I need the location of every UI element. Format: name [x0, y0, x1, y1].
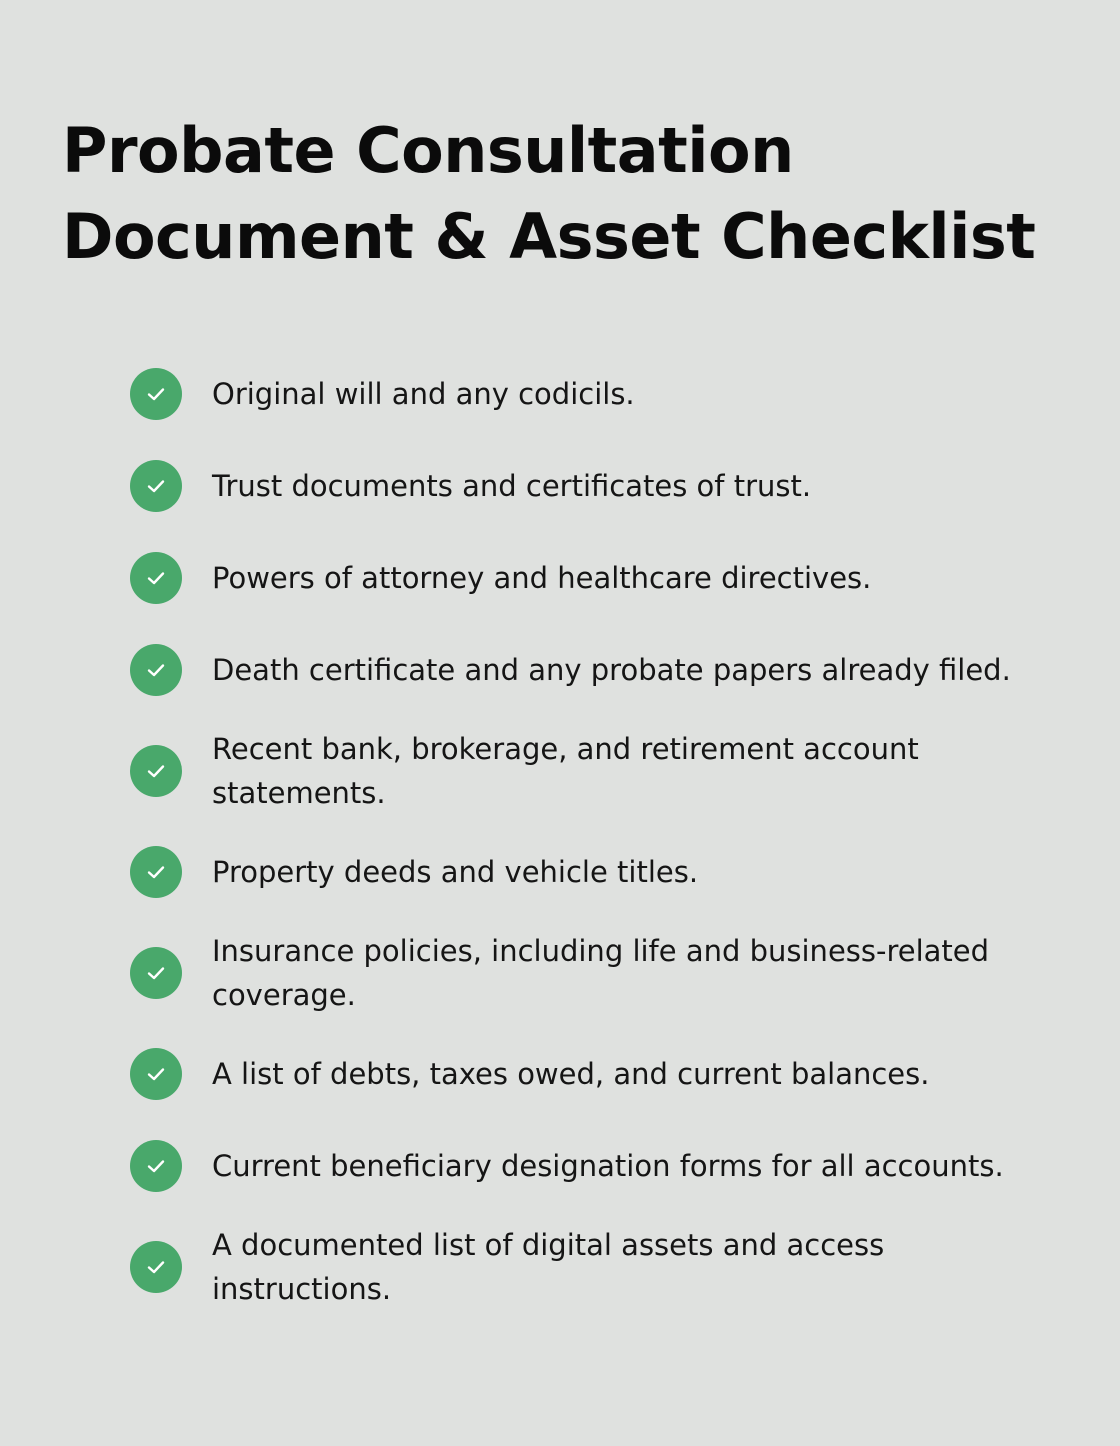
document-checklist	[130, 348, 1050, 1322]
check-circle-icon	[130, 1048, 182, 1100]
checklist-item-death-certificate	[130, 624, 1050, 716]
checklist-item-label: Original will and any codicils.	[212, 377, 635, 411]
check-circle-icon	[130, 1241, 182, 1293]
page-title-line-2: Document & Asset Checklist	[62, 200, 1036, 273]
checklist-item-powers-of-attorney	[130, 532, 1050, 624]
check-circle-icon	[130, 947, 182, 999]
check-circle-icon	[130, 460, 182, 512]
checklist-item-label: A documented list of digital assets and access instructions.	[212, 1228, 885, 1306]
check-circle-icon	[130, 846, 182, 898]
page-title	[62, 108, 1062, 280]
checklist-item-account-statements	[130, 707, 1050, 835]
checklist-item-beneficiary-forms	[130, 1120, 1050, 1212]
check-circle-icon	[130, 552, 182, 604]
checklist-item-label: A list of debts, taxes owed, and current balances.	[212, 1057, 930, 1091]
checklist-item-label: Death certificate and any probate papers already filed.	[212, 653, 1011, 687]
checklist-item-label: Current beneficiary designation forms for all accounts.	[212, 1149, 1004, 1183]
checklist-item-insurance-policies	[130, 909, 1050, 1037]
check-circle-icon	[130, 1140, 182, 1192]
checklist-item-label: Powers of attorney and healthcare directives.	[212, 561, 872, 595]
checklist-item-trust-documents	[130, 440, 1050, 532]
page-title-line-1: Probate Consultation	[62, 114, 794, 187]
check-circle-icon	[130, 644, 182, 696]
check-circle-icon	[130, 745, 182, 797]
checklist-item-debts-list	[130, 1028, 1050, 1120]
checklist-item-original-will	[130, 348, 1050, 440]
checklist-item-property-deeds	[130, 826, 1050, 918]
checklist-item-label: Recent bank, brokerage, and retirement account statements.	[212, 732, 919, 810]
checklist-item-digital-assets	[130, 1203, 1050, 1331]
checklist-item-label: Property deeds and vehicle titles.	[212, 855, 699, 889]
checklist-item-label: Insurance policies, including life and business-related coverage.	[212, 934, 990, 1012]
checklist-item-label: Trust documents and certificates of trust.	[212, 469, 812, 503]
check-circle-icon	[130, 368, 182, 420]
